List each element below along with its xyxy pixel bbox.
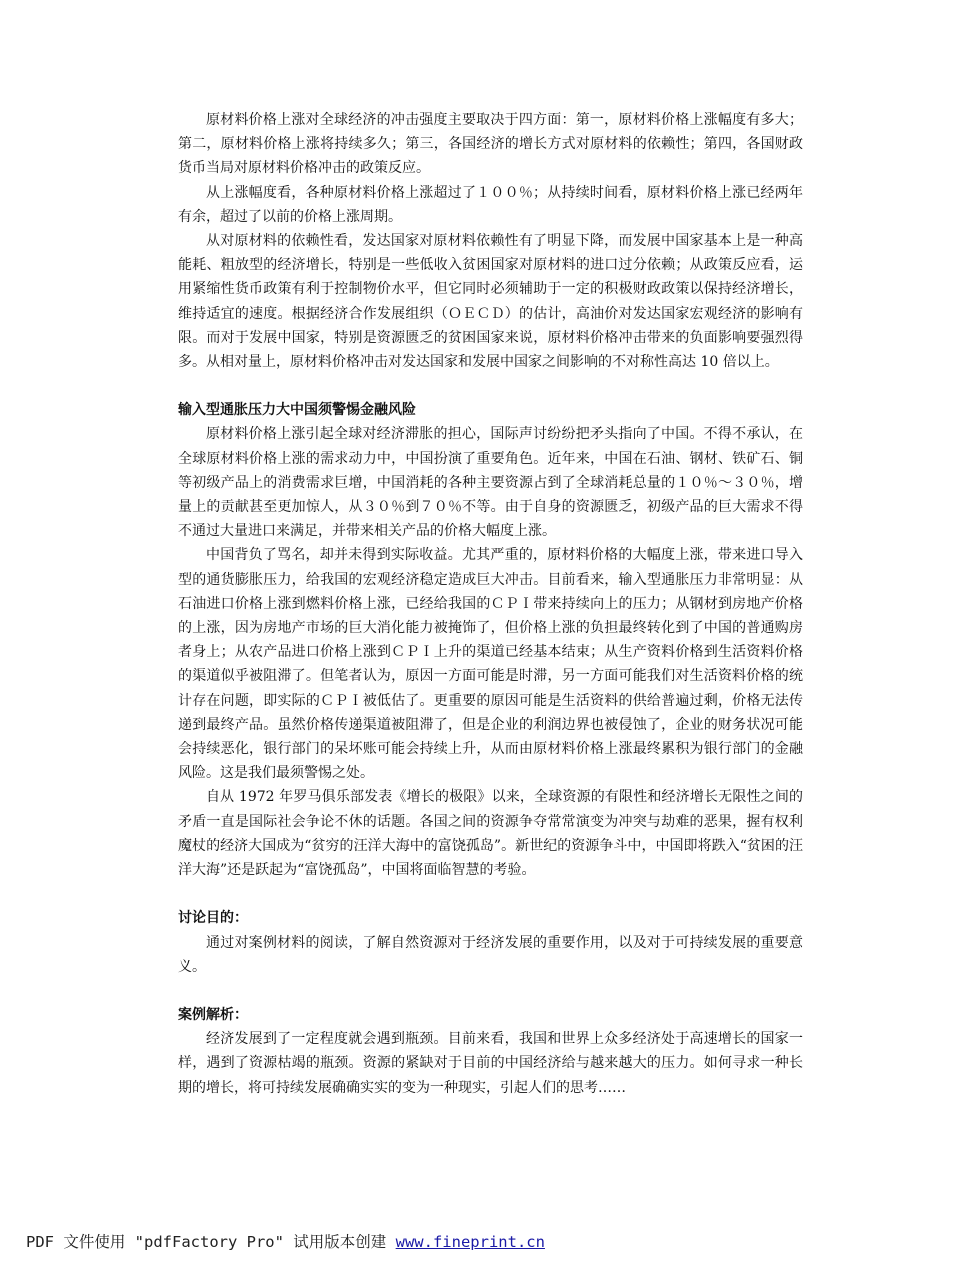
body-paragraph: 从上涨幅度看，各种原材料价格上涨超过了１００％；从持续时间看，原材料价格上涨已经两年有余，超过了以前的价格上涨周期。 [178, 184, 803, 225]
section-heading-discussion: 讨论目的： [178, 910, 248, 927]
body-paragraph: 通过对案例材料的阅读，了解自然资源对于经济发展的重要作用，以及对于可持续发展的重要意义。 [178, 934, 803, 975]
section-heading-inflation: 输入型通胀压力大中国须警惕金融风险 [178, 402, 416, 419]
section-heading-analysis: 案例解析： [178, 1006, 248, 1023]
body-paragraph: 中国背负了骂名，却并未得到实际收益。尤其严重的，原材料价格的大幅度上涨，带来进口导入型的通货膨胀压力，给我国的宏观经济稳定造成巨大冲击。目前看来，输入型通胀压力非常明显：从石油进口价格上涨到燃料价格上涨，已经给我国的ＣＰＩ带来持续向上的压力；从钢材到房地产价格的上涨，因为房地产市场的巨大消化能力被掩饰了，但价格上涨的负担最终转化到了中国的普通购房者身上；从农产品进口价格上涨到ＣＰＩ上升的渠道已经基本结束；从生产资料价格到生活资料价格的渠道似乎被阻滞了。但笔者认为，原因一方面可能是时滞，另一方面可能我们对生活资料价格的统计存在问题，即实际的ＣＰＩ被低估了。更重要的原因可能是生活资料的供给普遍过剩，价格无法传递到最终产品。虽然价格传递渠道被阻滞了，但是企业的利润边界也被侵蚀了，企业的财务状况可能会持续恶化，银行部门的呆坏账可能会持续上升，从而由原材料价格上涨最终累积为银行部门的金融风险。这是我们最须警惕之处。 [178, 547, 803, 782]
body-paragraph: 原材料价格上涨对全球经济的冲击强度主要取决于四方面：第一，原材料价格上涨幅度有多大；第二，原材料价格上涨将持续多久；第三，各国经济的增长方式对原材料的依赖性；第四，各国财政货币当局对原材料价格冲击的政策反应。 [178, 112, 803, 177]
body-paragraph: 从对原材料的依赖性看，发达国家对原材料依赖性有了明显下降，而发展中国家基本上是一种高能耗、粗放型的经济增长，特别是一些低收入贫困国家对原材料的进口过分依赖；从政策反应看，运用紧缩性货币政策有利于控制物价水平，但它同时必须辅助于一定的积极财政政策以保持经济增长，维持适宜的速度。根据经济合作发展组织（ＯＥＣＤ）的估计，高油价对发达国家宏观经济的影响有限。而对于发展中国家，特别是资源匮乏的贫困国家来说，原材料价格冲击带来的负面影响要强烈得多。从相对量上，原材料价格冲击对发达国家和发展中国家之间影响的不对称性高达 10 倍以上。 [178, 233, 803, 371]
document-body [178, 108, 803, 1100]
body-paragraph: 自从 1972 年罗马俱乐部发表《增长的极限》以来，全球资源的有限性和经济增长无限性之间的矛盾一直是国际社会争论不休的话题。各国之间的资源争夺常常演变为冲突与劫难的恶果，握有权利魔杖的经济大国成为“贫穷的汪洋大海中的富饶孤岛”。新世纪的资源争斗中，中国即将跌入“贫困的汪洋大海”还是跃起为“富饶孤岛”，中国将面临智慧的考验。 [178, 789, 803, 879]
footer-link[interactable]: www.fineprint.cn [395, 1233, 545, 1251]
section-gap [178, 374, 803, 398]
body-paragraph: 经济发展到了一定程度就会遇到瓶颈。目前来看，我国和世界上众多经济处于高速增长的国家一样，遇到了资源枯竭的瓶颈。资源的紧缺对于目前的中国经济给与越来越大的压力。如何寻求一种长期的增长，将可持续发展确确实实的变为一种现实，引起人们的思考…… [178, 1031, 803, 1096]
body-paragraph: 原材料价格上涨引起全球对经济滞胀的担心，国际声讨纷纷把矛头指向了中国。不得不承认，在全球原材料价格上涨的需求动力中，中国扮演了重要角色。近年来，中国在石油、钢材、铁矿石、铜等初级产品上的消费需求巨增，中国消耗的各种主要资源占到了全球消耗总量的１０％～３０％，增量上的贡献甚至更加惊人，从３０％到７０％不等。由于自身的资源匮乏，初级产品的巨大需求不得不通过大量进口来满足，并带来相关产品的价格大幅度上涨。 [178, 426, 803, 540]
pdf-footer [26, 1230, 545, 1252]
section-gap [178, 882, 803, 906]
section-gap [178, 979, 803, 1003]
footer-text: PDF 文件使用 "pdfFactory Pro" 试用版本创建 [26, 1233, 396, 1251]
